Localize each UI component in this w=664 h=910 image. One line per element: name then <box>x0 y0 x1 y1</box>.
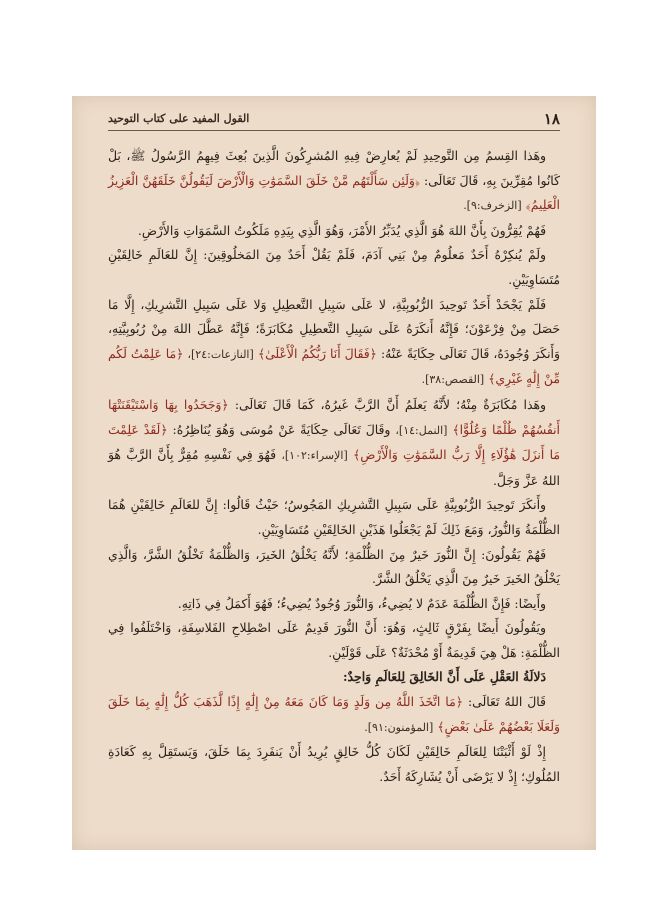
body-text <box>108 144 560 789</box>
book-page <box>72 96 596 850</box>
verse-citation: [الزخرف:٩]. <box>463 199 522 213</box>
page-header <box>108 110 560 131</box>
quran-verse: ﴿وَجَحَدُوا بِهَا وَاسْتَيْقَنَتْهَا أَنفُسُهُمْ ظُلْمًا وَعُلُوًّا﴾ <box>108 396 560 437</box>
verse-citation: [الإسراء:١٠٢]، <box>281 449 348 463</box>
paragraph-text: قَالَ اللهُ تَعَالَى: <box>467 694 546 710</box>
paragraph <box>108 144 560 219</box>
verse-citation: [النازعات:٢٤]، <box>187 347 254 361</box>
paragraph-text: فَهُمْ يَقُولُونَ: إِنَّ النُّورَ خَيرٌ مِنَ الظُّلْمَةِ؛ لأَنَّهُ يَخْلُقُ الخَيرَ، وَالظُّلْمَةُ تَخْلُقُ الشَّرَّ، وَالَّذِي يَخْلُقُ الخَيرَ خَيرٌ مِنَ الَّذِي يَخْلُقُ الشَّرَّ. <box>108 546 560 587</box>
quran-verse: ﴿مَا عَلِمْتُ لَكُم مِّنْ إِلَٰهٍ غَيْرِي﴾ <box>108 345 560 387</box>
paragraph <box>108 740 560 789</box>
paragraph <box>108 493 560 542</box>
paragraph <box>108 592 560 617</box>
verse-citation: [المؤمنون:٩١]. <box>364 720 434 734</box>
section-heading: دَلالَةُ العَقْلِ عَلَى أَنَّ الخَالِقَ لِلعَالَمِ وَاحِدٌ: <box>342 669 546 685</box>
paragraph <box>108 543 560 592</box>
quran-verse: ﴿فَقَالَ أَنَا رَبُّكُمُ الْأَعْلَىٰ﴾ <box>257 345 377 361</box>
paragraph-text: وهَذا القِسمُ مِن التَّوحِيدِ لَمْ يُعارِضْ فِيهِ المُشرِكُونَ الَّذِينَ بُعِثَ فِيهِمُ الرَّسُولُ ﷺ، بَلْ كَانُوا مُقِرِّينَ بِهِ، قَالَ تَعَالَى: <box>108 148 560 188</box>
paragraph-text: ويَقُولُونَ أَيضًا بِفَرْقٍ ثَالِثٍ، وَهُوَ: أَنَّ النُّورَ قَدِيمٌ عَلَى اصْطِلاحِ الفَلاسِفَةِ، وَاخْتَلَفُوا فِي الظُّلْمَةِ: هَلْ هِيَ قَدِيمَةٌ أَوْ مُحْدَثَةٌ؟ عَلَى قَوْلَيْنِ. <box>108 620 560 660</box>
paragraph-text: وأَيضًا: فَإِنَّ الظُّلْمَةَ عَدَمٌ لا يُضِيءُ، وَالنُّورَ وُجُودٌ يُضِيءُ؛ فَهُوَ أَكمَلُ فِي ذَاتِهِ. <box>177 595 546 611</box>
paragraph <box>108 219 560 244</box>
paragraph-text: إِذْ لَوْ أَثْبَتْنَا لِلعَالَمِ خَالِقَيْنِ لَكَانَ كُلُّ خَالِقٍ يُرِيدُ أَنْ يَنفَرِدَ بِمَا خَلَقَ، وَيَستَقِلَّ بِهِ كَعَادَةِ المُلُوكِ؛ إِذْ لا يَرْضَى أَنْ يُشَارِكَهُ أَحَدٌ. <box>108 744 560 784</box>
verse-citation: [النمل:١٤]، <box>395 423 448 437</box>
paragraph <box>108 293 560 393</box>
paragraph <box>108 616 560 665</box>
paragraph-text: وأَنكَرَ تَوحِيدَ الرُّبُوبِيَّةِ عَلَى سَبِيلِ التَّشرِيكِ المَجُوسُ؛ حَيْثُ قَالُوا: إِنَّ للعَالَمِ خَالِقَيْنِ هُمَا الظُّلْمَةُ وَالنُّورُ، وَمَعَ ذَلِكَ لَمْ يَجْعَلُوا هَذَيْنِ الخَالِقَيْنِ مُتَسَاوِيَيْنِ. <box>108 497 560 537</box>
paragraph <box>108 393 560 493</box>
paragraph-text: وقَالَ تَعَالَى حِكَايَةً عَنْ مُوسَى وَهُوَ يُنَاظِرُهُ: <box>172 421 391 437</box>
verse-citation: [القصص:٣٨]. <box>421 373 485 387</box>
paragraph-text: فَلَمْ يَجْحَدْ أَحَدٌ تَوحِيدَ الرُّبُوبِيَّةِ، لا عَلَى سَبِيلِ التَّعطِيلِ وَلا عَلَى سَبِيلِ التَّشرِيكِ، إِلَّا مَا حَصَلَ مِنْ فِرْعَوْنَ؛ فَإِنَّهُ أَنكَرَهُ عَلَى سَبِيلِ التَّعطِيلِ مُكَابَرَةً؛ فَإِنَّهُ عَطَّلَ اللهَ مِنْ رُبُوبِيَّتِهِ، وَأَنكَرَ وُجُودَهُ، قَالَ تَعَالَى حِكَايَةً عَنْهُ: <box>108 296 560 361</box>
running-title: القول المفيد على كتاب التوحيد <box>108 112 250 125</box>
paragraph-text: ولَمْ يُنكِرْهُ أَحَدٌ مَعلُومٌ مِنْ بَنِي آدَمَ، فَلَمْ يَقُلْ أَحَدٌ مِنَ المَخلُوقِينَ: إِنَّ للعَالَمِ خَالِقَيْنِ مُتَسَاوِيَيْنِ. <box>108 247 560 287</box>
paragraph-text: فَهُمْ يُقِرُّونَ بِأَنَّ اللهَ هُوَ الَّذِي يُدَبِّرُ الأَمْرَ، وَهُوَ الَّذِي بِيَدِهِ مَلَكُوتُ السَّمَوَاتِ وَالأَرْضِ. <box>137 222 546 238</box>
paragraph-text: فَهُوَ فِي نَفْسِهِ مُقِرٌّ بِأَنَّ الرَّبَّ هُوَ اللهُ عَزَّ وَجَلَّ. <box>108 447 560 488</box>
paragraph <box>108 690 560 740</box>
paragraph-text: وهَذا مُكَابَرَةٌ مِنْهُ؛ لأَنَّهُ يَعلَمُ أَنَّ الرَّبَّ غَيرُهُ، كَمَا قَالَ تَعَالَى: <box>234 396 546 412</box>
quran-verse: ﴿مَا اتَّخَذَ اللَّهُ مِن وَلَدٍ وَمَا كَانَ مَعَهُ مِنْ إِلَٰهٍ إِذًا لَّذَهَبَ كُلُّ إِلَٰهٍ بِمَا خَلَقَ وَلَعَلَا بَعْضُهُمْ عَلَىٰ بَعْضٍ﴾ <box>108 694 560 734</box>
quran-verse: ﴿وَلَئِن سَأَلْتَهُم مَّنْ خَلَقَ السَّمَوَٰتِ وَالْأَرْضَ لَيَقُولُنَّ خَلَقَهُنَّ الْعَزِيزُ الْعَلِيمُ﴾ <box>108 172 560 213</box>
page-number: ١٨ <box>543 110 560 128</box>
paragraph <box>108 243 560 292</box>
quran-verse: ﴿لَقَدْ عَلِمْتَ مَا أَنزَلَ هَٰؤُلَاءِ إِلَّا رَبُّ السَّمَوَٰتِ وَالْأَرْضِ﴾ <box>108 421 560 463</box>
